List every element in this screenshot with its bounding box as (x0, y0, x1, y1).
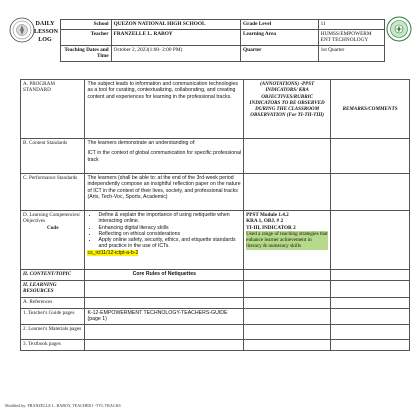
teacher-guide-text: K-12-EMPOWERMENT TECHNOLOGY-TEACHERS-GUIDE (page 1) (85, 309, 244, 325)
teacher-guide-row (21, 309, 410, 325)
title-line: LOG (38, 36, 52, 43)
code-label: Code (46, 224, 59, 231)
grade-value: 11 (318, 20, 384, 30)
area-label: Learning Area (241, 30, 319, 46)
title-line: DAILY (35, 21, 55, 27)
references-label: A. References (21, 298, 85, 309)
grade-label: Grade Level (241, 20, 319, 30)
content-topic-text: Core Rules of Netiquettes (85, 270, 244, 281)
competencies-label: D. Learning Competencies/ Objectives (23, 212, 81, 225)
quarter-value: 1st Quarter (318, 45, 384, 61)
performance-standards-text: The learners (shall be able to: at the end of the 3rd-week period independently compose an insightful reflection paper on the nature of ICT in the context of their lives, society, and professional tracks (Arts, Tech-Voc, Sports, Academic) (85, 174, 244, 211)
learning-resources-label: II. LEARNING RESOURCES (21, 281, 85, 298)
program-standard-text: The subject leads to information and communication technologies as a tool for curating, contextualizing, collaborating, and creating content and experiences for learning in the professional tracks. (85, 80, 244, 139)
school-value: QUEZON NATIONAL HIGH SCHOOL (111, 20, 240, 30)
competency-item: • Reflecting on ethical considerations (98, 231, 241, 237)
lesson-log-table (20, 79, 410, 351)
content-topic-label: II. CONTENT/TOPIC (21, 270, 85, 281)
program-standard-label: A. PROGRAM STANDARD (21, 80, 85, 139)
header-row (61, 20, 385, 30)
annotations-header: (ANNOTATIONS) -PPST INDICATORS/ KRA OBJECTIVES/RUBRIC INDICATORS TO BE OBSERVED DURING THE CLASSROOM OBSERVATION (For TI-TII-TIII) (244, 80, 331, 139)
dates-label: Teaching Dates and Time (61, 45, 112, 61)
title-line: LESSON (34, 28, 59, 35)
competencies-label-cell (21, 211, 85, 270)
teacher-value: FRANZELLE L. RABOY (111, 30, 240, 46)
dll-title (34, 21, 59, 44)
references-row (21, 298, 410, 309)
content-standards-text (85, 139, 244, 174)
textbook-label: 3. Textbook pages (21, 339, 85, 350)
competencies-list (87, 212, 241, 250)
header-row (61, 45, 385, 61)
performance-standards-label: C. Performance Standards (21, 174, 85, 211)
teacher-guide-label: 1. Teacher's Guide pages (21, 309, 85, 325)
content-standards-label: B. Content Standards (21, 139, 85, 174)
teacher-label: Teacher (61, 30, 112, 46)
performance-standards-row (21, 174, 410, 211)
learner-materials-label: 2. Learner's Materials pages (21, 324, 85, 339)
dates-value: October 2, 2023(1:00- 2:00 PM) (111, 45, 240, 61)
deped-seal-icon (9, 17, 35, 43)
quarter-label: Quarter (241, 45, 319, 61)
header-info-table (60, 19, 385, 62)
competency-item: • Enhancing digital literacy skills (98, 225, 241, 231)
learner-materials-row (21, 324, 410, 339)
program-standard-row (21, 80, 410, 139)
school-label: School (61, 20, 112, 30)
content-standards-line: ICT in the context of global communication for specific professional track (87, 150, 242, 163)
textbook-row (21, 339, 410, 350)
header-row (61, 30, 385, 46)
remarks-header: REMARKS/COMMENTS (331, 80, 410, 139)
learning-resources-row (21, 281, 410, 298)
kra-objective: KRA 1, OBJ. # 2 (246, 218, 284, 225)
ppst-module: PPST Module 1.4.2 (246, 212, 289, 218)
competency-code: cs_ict11/12-ictpt-a-b-2 (87, 249, 139, 256)
competency-item: • Apply online safety, security, ethics, and etiquette standards and practice in the use of ICTs. (98, 237, 241, 250)
competency-item: • Define & explain the importance of using netiquette when interacting online. (98, 212, 241, 225)
content-topic-row (21, 270, 410, 281)
area-value: HUMSS/EMPOWERM ENT TECHNOLOGY (318, 30, 384, 46)
modified-by-footer: Modified by: FRANZELLE L. RABOY, TEACHER I -TVL TRACKS (5, 403, 121, 408)
competencies-cell (85, 211, 244, 270)
ppst-indicator: TI-III, INDICATOR 2 (246, 224, 296, 231)
content-standards-row (21, 139, 410, 174)
competencies-row (21, 211, 410, 270)
content-standards-line: The learners demonstrate an understanding of: (87, 140, 196, 146)
school-seal-icon (386, 16, 412, 42)
indicator-text: Used a range of teaching strategies that enhance learner achievement in literacy & numeracy skills (246, 230, 328, 250)
ppst-annotation-cell (244, 211, 331, 270)
